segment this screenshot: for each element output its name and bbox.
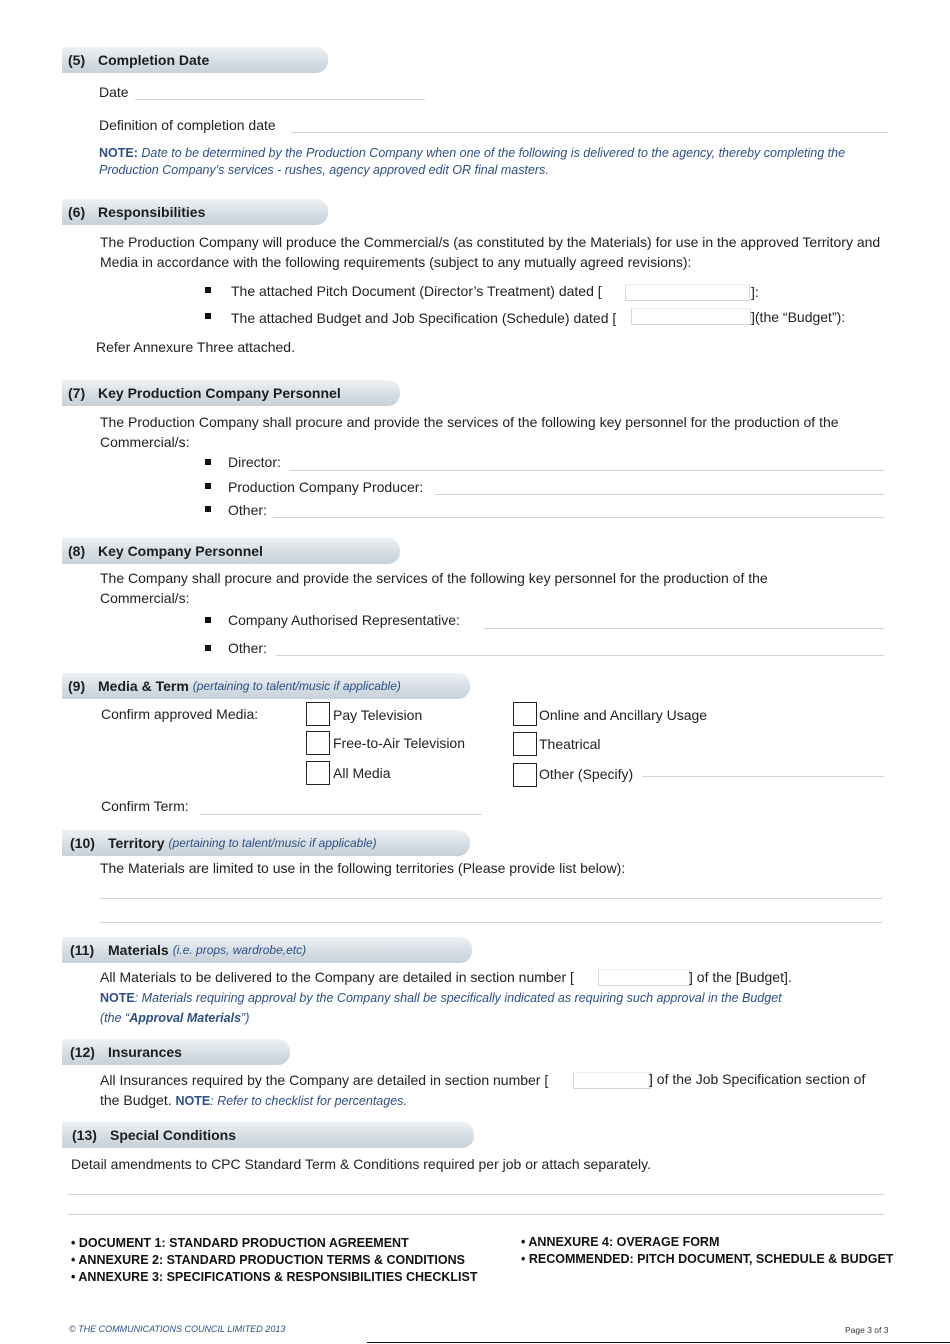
- pitch-doc-close: ]:: [751, 284, 759, 300]
- company-rep-label: Company Authorised Representative:: [228, 612, 460, 628]
- insurances-note: [176, 1094, 407, 1108]
- key-company-body: The Company shall procure and provide the services of the following key personnel for the production of the Commercial/s:: [100, 570, 768, 606]
- territory-field-1[interactable]: [100, 898, 882, 899]
- section-number: (10): [70, 835, 95, 851]
- pitch-doc-date-field[interactable]: [625, 284, 750, 301]
- all-media-label: All Media: [333, 765, 391, 781]
- completion-note: [99, 145, 899, 179]
- note-text: : Materials requiring approval by the Company shall be specifically indicated as requiring such approval in the Budget: [134, 991, 782, 1005]
- section-title: Territory: [108, 835, 165, 851]
- section-title: Media & Term: [98, 678, 189, 694]
- section-title: Key Production Company Personnel: [98, 385, 341, 401]
- special-conditions-field-1[interactable]: [68, 1194, 884, 1195]
- company-rep-field[interactable]: [484, 628, 884, 629]
- all-media-checkbox[interactable]: [306, 761, 330, 785]
- insurances-body-end: ] of the Job Specification section of: [649, 1071, 866, 1087]
- online-usage-checkbox[interactable]: [513, 702, 537, 726]
- footer-annexure-2: • ANNEXURE 2: STANDARD PRODUCTION TERMS & CONDITIONS: [71, 1253, 465, 1267]
- note-text: Date to be determined by the Production Company when one of the following is delivered to the agency, thereby completing the Production Company's services - rushes, agency approved edit OR final masters.: [99, 146, 846, 177]
- bullet-icon: [205, 287, 211, 293]
- bullet-icon: [205, 313, 211, 319]
- section-5-header: [62, 47, 328, 73]
- note-suffix: ”): [241, 1011, 250, 1025]
- director-label: Director:: [228, 454, 281, 470]
- section-title: Special Conditions: [110, 1127, 237, 1143]
- note-label: NOTE:: [99, 146, 138, 160]
- footer-recommended: • RECOMMENDED: PITCH DOCUMENT, SCHEDULE & BUDGET: [521, 1252, 894, 1266]
- copyright-text: © THE COMMUNICATIONS COUNCIL LIMITED 2013: [69, 1324, 286, 1334]
- section-number: (6): [68, 204, 86, 220]
- section-title: Key Company Personnel: [98, 543, 263, 559]
- materials-section-field[interactable]: [598, 969, 690, 986]
- section-number: (9): [68, 678, 86, 694]
- other-specify-checkbox[interactable]: [513, 763, 537, 787]
- section-number: (8): [68, 543, 86, 559]
- insurances-budget-text: the Budget.: [100, 1092, 172, 1108]
- pitch-doc-text: The attached Pitch Document (Director’s Treatment) dated [: [231, 283, 602, 299]
- bullet-icon: [205, 483, 211, 489]
- page-number: Page 3 of 3: [845, 1325, 889, 1335]
- completion-definition-field[interactable]: [291, 132, 888, 133]
- section-subtitle: (pertaining to talent/music if applicable): [168, 836, 377, 850]
- budget-doc-close: ](the “Budget”):: [751, 309, 846, 325]
- territory-body: The Materials are limited to use in the following territories (Please provide list below):: [100, 860, 626, 876]
- section-title: Materials: [108, 942, 169, 958]
- territory-field-2[interactable]: [100, 922, 882, 923]
- special-conditions-field-2[interactable]: [68, 1214, 884, 1215]
- section-subtitle: (pertaining to talent/music if applicable): [192, 679, 401, 693]
- free-to-air-checkbox[interactable]: [306, 731, 330, 755]
- note-label: NOTE: [100, 991, 135, 1005]
- online-usage-label: Online and Ancillary Usage: [539, 707, 708, 723]
- section-number: (7): [68, 385, 86, 401]
- other-personnel-field[interactable]: [273, 517, 884, 518]
- section-9-header: [62, 673, 470, 699]
- director-field[interactable]: [289, 470, 884, 471]
- key-production-body: The Production Company shall procure and provide the services of the following key personnel for the production of the Commercial/s:: [100, 414, 839, 450]
- refer-annexure-text: Refer Annexure Three attached.: [96, 339, 295, 355]
- section-12-header: [62, 1039, 290, 1065]
- section-number: (5): [68, 52, 86, 68]
- budget-doc-text: The attached Budget and Job Specification (Schedule) dated [: [231, 310, 617, 326]
- producer-label: Production Company Producer:: [228, 479, 424, 495]
- other-specify-field[interactable]: [642, 776, 884, 777]
- section-number: (12): [70, 1044, 95, 1060]
- pay-tv-checkbox[interactable]: [306, 702, 330, 726]
- footer-annexure-4: • ANNEXURE 4: OVERAGE FORM: [521, 1235, 720, 1249]
- note-text: : Refer to checklist for percentages.: [210, 1094, 407, 1108]
- section-title: Completion Date: [98, 52, 210, 68]
- media-label: Confirm approved Media:: [101, 706, 259, 722]
- section-title: Insurances: [108, 1044, 182, 1060]
- bullet-icon: [205, 459, 211, 465]
- completion-definition-label: Definition of completion date: [99, 117, 276, 133]
- materials-body-end: ] of the [Budget].: [689, 969, 792, 985]
- section-subtitle: (i.e. props, wardrobe,etc): [172, 943, 307, 957]
- theatrical-label: Theatrical: [539, 736, 601, 752]
- pay-tv-label: Pay Television: [333, 707, 423, 723]
- term-label: Confirm Term:: [101, 798, 189, 814]
- special-conditions-body: Detail amendments to CPC Standard Term & Conditions required per job or attach separately.: [71, 1156, 652, 1172]
- materials-note-line2: [100, 1010, 249, 1027]
- insurances-body-line2: [100, 1090, 407, 1110]
- section-number: (13): [72, 1127, 97, 1143]
- date-label: Date: [99, 84, 129, 100]
- other-specify-label: Other (Specify): [539, 766, 634, 782]
- company-other-label: Other:: [228, 640, 267, 656]
- section-title: Responsibilities: [98, 204, 206, 220]
- section-6-header: [62, 199, 328, 225]
- section-10-header: [62, 830, 470, 856]
- footer-doc-1: • DOCUMENT 1: STANDARD PRODUCTION AGREEMENT: [71, 1236, 409, 1250]
- bullet-icon: [205, 645, 211, 651]
- other-personnel-label: Other:: [228, 502, 267, 518]
- section-11-header: [62, 937, 472, 963]
- insurances-body: All Insurances required by the Company are detailed in section number [: [100, 1072, 549, 1088]
- materials-note: [100, 990, 890, 1007]
- section-8-header: [62, 538, 400, 564]
- section-number: (11): [70, 942, 95, 958]
- section-7-header: [62, 380, 400, 406]
- note-label: NOTE: [175, 1094, 211, 1108]
- insurances-section-field[interactable]: [573, 1072, 651, 1089]
- budget-doc-date-field[interactable]: [631, 308, 751, 325]
- materials-body: All Materials to be delivered to the Company are detailed in section number [: [100, 969, 574, 985]
- term-field[interactable]: [200, 814, 482, 815]
- note-prefix: (the “: [100, 1011, 130, 1025]
- bullet-icon: [205, 506, 211, 512]
- approval-materials-term: Approval Materials: [129, 1011, 242, 1025]
- producer-field[interactable]: [435, 494, 884, 495]
- company-other-field[interactable]: [276, 655, 884, 656]
- responsibilities-body: The Production Company will produce the Commercial/s (as constituted by the Materials) for use in the approved Territory and Media in accordance with the following requirements (subject to any mutually agreed revisions):: [100, 234, 881, 270]
- bullet-icon: [205, 617, 211, 623]
- section-13-header: [62, 1122, 474, 1148]
- theatrical-checkbox[interactable]: [513, 732, 537, 756]
- footer-annexure-3: • ANNEXURE 3: SPECIFICATIONS & RESPONSIBILITIES CHECKLIST: [71, 1270, 478, 1284]
- free-to-air-label: Free-to-Air Television: [333, 735, 466, 751]
- date-field[interactable]: [135, 99, 425, 100]
- footer-rule: [367, 1342, 950, 1343]
